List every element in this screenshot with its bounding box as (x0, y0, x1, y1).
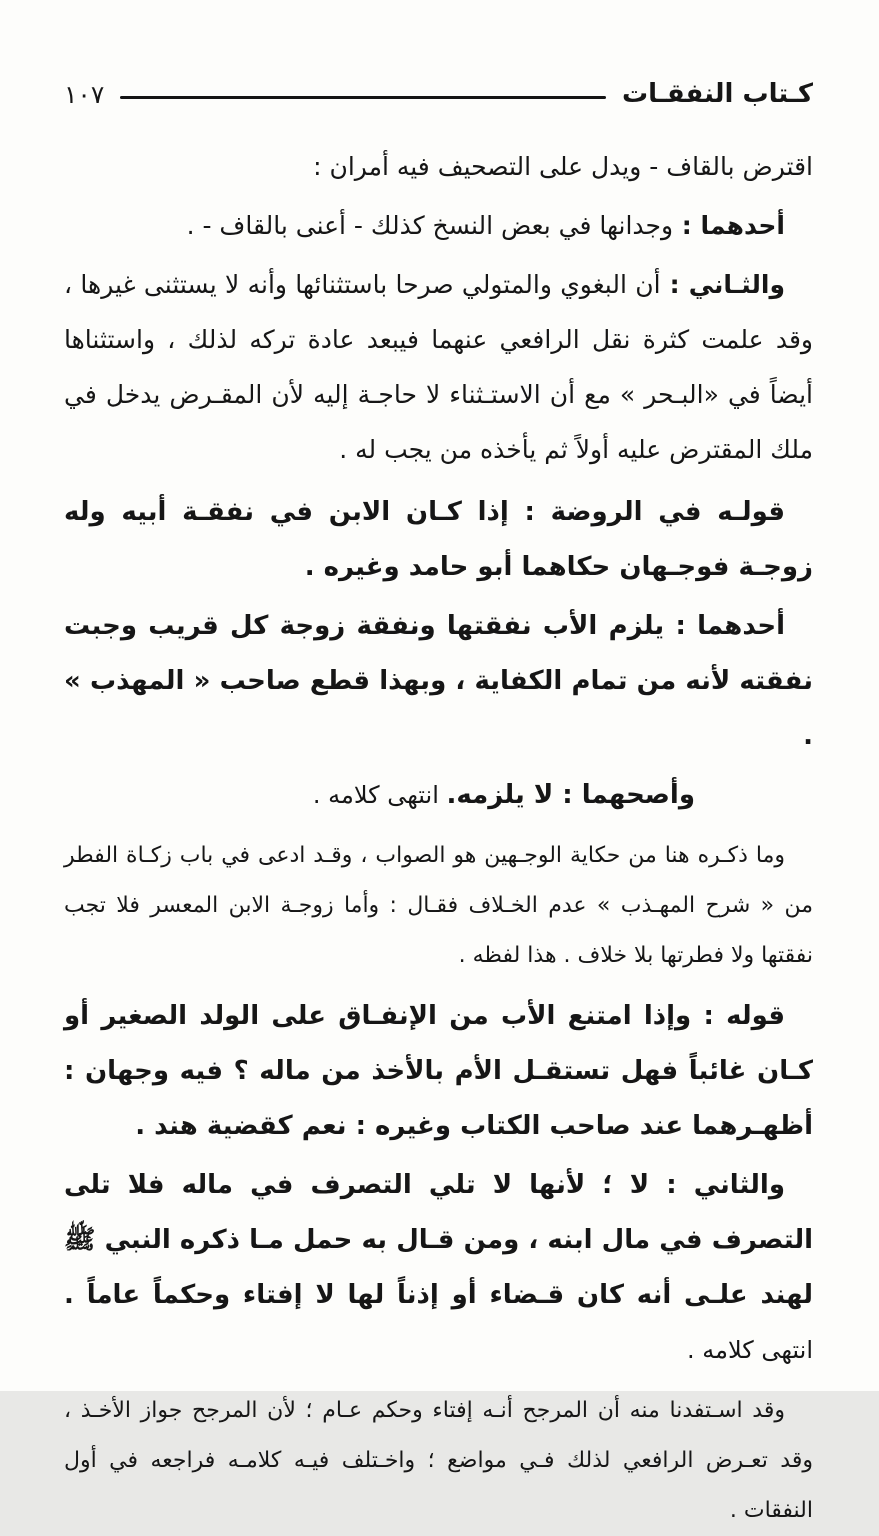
page-number: ١٠٧ (64, 80, 105, 109)
para-sahih-opinion-lead: وأصحهما : لا يلزمه. (446, 780, 695, 810)
page-content (64, 139, 813, 1536)
para-opening-line: اقترض بالقاف - ويدل على التصحيف فيه أمران : (313, 152, 813, 181)
header-rule (120, 96, 606, 99)
para-qawluhu-infaq: قوله : وإذا امتنع الأب من الإنفـاق على الولد الصغير أو كـان غائباً فهل تستقـل الأم بالأخذ من ماله ؟ فيه وجهان : أظهـرهما عند صاحب الكتاب وغيره : نعم كقضية هند . (64, 1001, 813, 1141)
para-commentary-two: وقد اسـتفدنا منه أن المرجح أنـه إفتاء وحكم عـام ؛ لأن المرجح جواز الأخـذ ، وقد تعـرض الرافعي لذلك فـي مواضع ؛ واخـتلف فيـه كلامـه فراجعه في أول النفقات . (64, 1398, 813, 1523)
para-second-indication (64, 257, 813, 477)
para-second-view-body: والثاني : لا ؛ لأنها لا تلي التصرف في ماله فلا تلى التصرف في مال ابنه ، ومن قـال به حمل مـا ذكره النبي ﷺ لهند علـى أنه كان قـضاء أو إذناً لها لا إفتاء وحكماً عاماً . (64, 1170, 813, 1310)
para-first-indication-lead: أحدهما : (673, 211, 785, 240)
para-sahih-opinion (64, 768, 695, 823)
para-first-indication (64, 198, 813, 253)
para-second-indication-lead: والثـاني : (660, 270, 786, 299)
para-second-view-tail: انتهى كلامه . (686, 1336, 813, 1364)
page-header (64, 78, 813, 109)
book-title: كـتاب النفقـات (621, 78, 813, 109)
para-second-indication-body: أن البغوي والمتولي صرحا باستثنائها وأنه لا يستثنى غيرها ، وقد علمت كثرة نقل الرافعي عنهما فيبعد عادة تركه لذلك ، واستثناها أيضاً في «البـحر » مع أن الاستـثناء لا حاجـة إليه لأن المقـرض يدخل في ملك المقترض عليه أولاً ثم يأخذه من يجب له . (64, 270, 813, 464)
para-sahih-opinion-tail: انتهى كلامه . (312, 781, 447, 809)
para-first-indication-body: وجدانها في بعض النسخ كذلك - أعنى بالقاف - . (186, 211, 674, 240)
para-first-opinion: أحدهما : يلزم الأب نفقتها ونفقة زوجة كل قريب وجبت نفقته لأنه من تمام الكفاية ، وبهذا قطع صاحب « المهذب » . (64, 611, 813, 751)
para-commentary-one: وما ذكـره هنا من حكاية الوجـهين هو الصواب ، وقـد ادعى في باب زكـاة الفطر من « شرح المهـذب » عدم الخـلاف فقـال : وأما زوجـة الابن المعسر فلا تجب نفقتها ولا فطرتها بلا خلاف . هذا لفظه . (64, 843, 813, 968)
para-second-view (64, 1158, 813, 1378)
para-rawda-quote: قولـه في الروضة : إذا كـان الابن في نفقـة أبيه وله زوجـة فوجـهان حكاهما أبو حامد وغيره . (64, 497, 813, 582)
